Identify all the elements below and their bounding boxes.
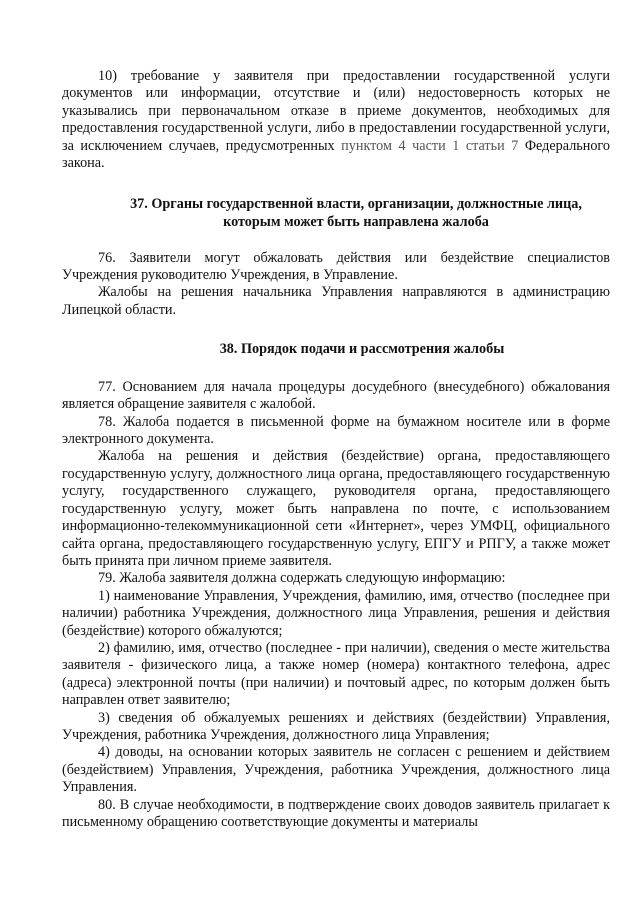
paragraph-76-continued: Жалобы на решения начальника Управления направляются в администрацию Липецкой области. — [62, 284, 610, 318]
paragraph-77: 77. Основанием для начала процедуры досудебного (внесудебного) обжалования является обращение заявителя с жалобой. — [62, 378, 610, 413]
section-37-heading: 37. Органы государственной власти, организации, должностные лица, которым может быть направлена жалоба — [130, 196, 582, 231]
paragraph-10-text: 10) требование у заявителя при предоставлении государственной услуги документов или информации, отсутствие и (или) недостоверность которых не указывались при первоначальном отказе в приеме документов, необходимых для предоставления государственной услуги, либо в предоставлении государственной услуги, за исключением случаев, предусмотренных — [62, 68, 610, 154]
paragraph-79-item-1: 1) наименование Управления, Учреждения, фамилию, имя, отчество (последнее при наличии) работника Учреждения, должностного лица Управления, решения и действия (бездействие) которого обжалуются; — [62, 587, 610, 639]
section-38-heading: 38. Порядок подачи и рассмотрения жалобы — [219, 341, 505, 358]
paragraph-76: 76. Заявители могут обжаловать действия или бездействие специалистов Учреждения руководителю Учреждения, в Управление. — [62, 249, 610, 284]
paragraph-79: 79. Жалоба заявителя должна содержать следующую информацию: — [98, 570, 506, 587]
paragraph-10-end: Федерального закона. — [62, 137, 610, 172]
law-reference-link: пунктом 4 части 1 статьи 7 — [341, 137, 519, 154]
paragraph-78-continued: Жалоба на решения и действия (бездействие) органа, предоставляющего государственную услугу, должностного лица органа, предоставляющего государственную услугу, государственного служащего, руководителя органа, предоставляющего государственную услугу, может быть направлена по почте, с использованием информационно-телекоммуникационной сети «Интернет», через УМФЦ, официального сайта органа, предоставляющего государственную услугу, ЕПГУ и РПГУ, а также может быть принята при личном приеме заявителя. — [62, 448, 610, 569]
paragraph-79-item-3: 3) сведения об обжалуемых решениях и действиях (бездействии) Управления, Учреждения, работника Учреждения, должностного лица Управления; — [62, 709, 610, 743]
paragraph-80: 80. В случае необходимости, в подтверждение своих доводов заявитель прилагает к письменному обращению соответствующие документы и материалы — [62, 796, 610, 830]
paragraph-78: 78. Жалоба подается в письменной форме на бумажном носителе или в форме электронного документа. — [62, 413, 610, 448]
paragraph-79-item-2: 2) фамилию, имя, отчество (последнее - при наличии), сведения о месте жительства заявителя - физического лица, а также номер (номера) контактного телефона, адрес (адреса) электронной почты (при наличии) и почтовый адрес, по которым должен быть направлен ответ заявителю; — [62, 639, 610, 709]
paragraph-79-item-4: 4) доводы, на основании которых заявитель не согласен с решением и действием (бездействием) Управления, Учреждения, работника Учреждения, должностного лица Управления. — [62, 744, 610, 796]
paragraph-10 — [62, 68, 610, 172]
document-page — [62, 68, 610, 831]
